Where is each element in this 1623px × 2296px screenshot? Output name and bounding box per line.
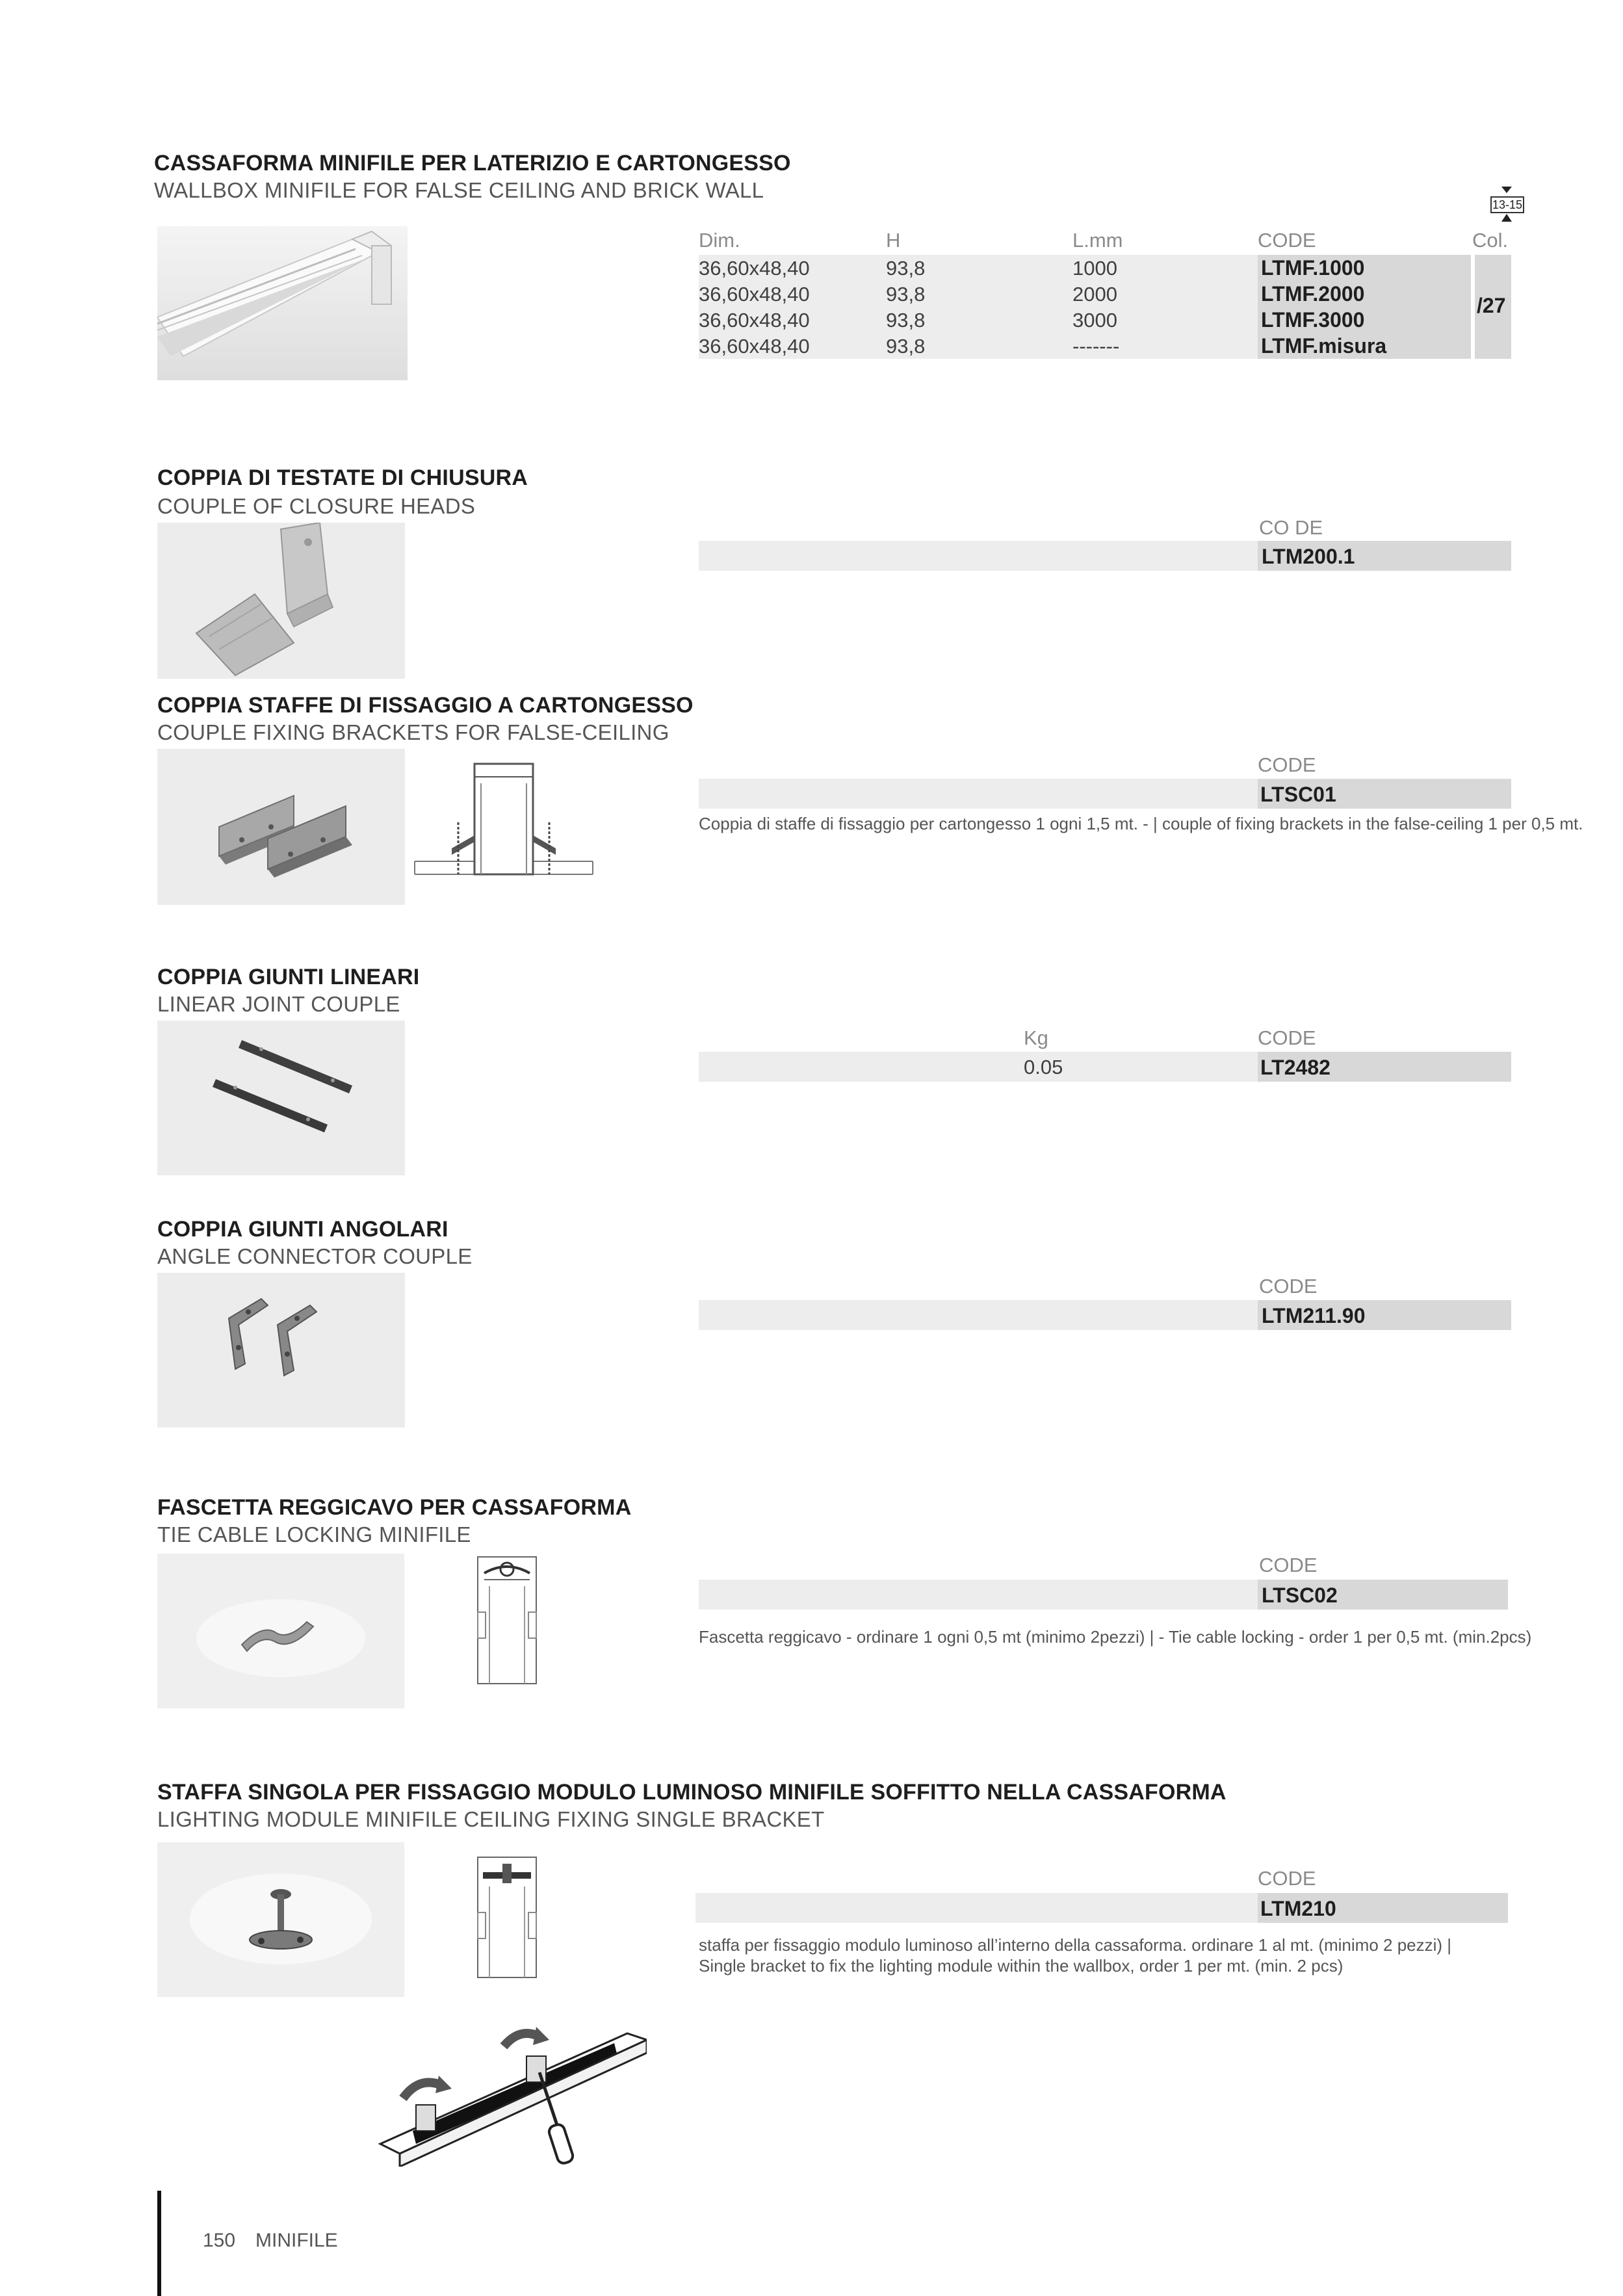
row-bg bbox=[695, 1893, 1258, 1923]
tie-cable-photo bbox=[157, 1554, 404, 1708]
color-range-badge: 13-15 bbox=[1490, 196, 1524, 213]
header-code: CODE bbox=[1258, 229, 1316, 252]
section1-title-en: WALLBOX MINIFILE FOR FALSE CEILING AND BRICK WALL bbox=[154, 178, 764, 202]
code-label: CO DE bbox=[1259, 516, 1323, 539]
wallbox-profile-photo bbox=[157, 226, 408, 380]
section4-title-it: COPPIA GIUNTI LINEARI bbox=[157, 965, 420, 989]
row-bg bbox=[699, 1052, 1258, 1082]
linear-joint-photo bbox=[157, 1021, 405, 1175]
bracket-section-drawing bbox=[413, 757, 595, 887]
single-bracket-section-drawing bbox=[471, 1854, 543, 1981]
section6-title-en: TIE CABLE LOCKING MINIFILE bbox=[157, 1522, 471, 1546]
row-lmm: 1000 bbox=[1072, 257, 1117, 280]
header-col: Col. bbox=[1472, 229, 1509, 252]
section2-title-en: COUPLE OF CLOSURE HEADS bbox=[157, 494, 476, 518]
row-code: LTMF.3000 bbox=[1261, 308, 1365, 332]
code-label: CODE bbox=[1259, 1275, 1318, 1298]
section7-title-en: LIGHTING MODULE MINIFILE CEILING FIXING SINGLE BRACKET bbox=[157, 1807, 825, 1831]
row-lmm: 3000 bbox=[1072, 309, 1117, 332]
product-code: LTSC02 bbox=[1262, 1584, 1338, 1607]
section5-title-en: ANGLE CONNECTOR COUPLE bbox=[157, 1244, 473, 1268]
section2-title-it: COPPIA DI TESTATE DI CHIUSURA bbox=[157, 465, 528, 490]
product-code: LTM200.1 bbox=[1262, 545, 1355, 568]
header-lmm: L.mm bbox=[1072, 229, 1123, 252]
code-label: CODE bbox=[1258, 1867, 1316, 1890]
header-h: H bbox=[886, 229, 901, 252]
section5-title-it: COPPIA GIUNTI ANGOLARI bbox=[157, 1217, 448, 1242]
product-note-2: Single bracket to fix the lighting module within the wallbox, order 1 per mt. (min. 2 pcs) bbox=[699, 1956, 1344, 1976]
row-lmm: ------- bbox=[1072, 335, 1120, 358]
row-dim: 36,60x48,40 bbox=[699, 257, 810, 280]
col-value: /27 bbox=[1477, 294, 1506, 317]
page-number: 150 bbox=[203, 2230, 236, 2251]
kg-label: Kg bbox=[1024, 1026, 1048, 1049]
product-code: LT2482 bbox=[1260, 1056, 1331, 1079]
section3-title-it: COPPIA STAFFE DI FISSAGGIO A CARTONGESSO bbox=[157, 693, 694, 718]
row-code: LTMF.1000 bbox=[1261, 256, 1365, 280]
section-name: MINIFILE bbox=[255, 2230, 338, 2251]
installation-diagram bbox=[374, 2007, 647, 2167]
row-bg bbox=[699, 541, 1258, 571]
footer-bar bbox=[157, 2191, 161, 2296]
header-dim: Dim. bbox=[699, 229, 740, 252]
row-h: 93,8 bbox=[886, 257, 926, 280]
row-dim: 36,60x48,40 bbox=[699, 335, 810, 358]
row-lmm: 2000 bbox=[1072, 283, 1117, 306]
row-dim: 36,60x48,40 bbox=[699, 309, 810, 332]
product-code: LTM211.90 bbox=[1262, 1304, 1366, 1327]
row-bg bbox=[699, 1580, 1258, 1610]
code-label: CODE bbox=[1259, 1554, 1318, 1576]
single-bracket-photo bbox=[157, 1842, 404, 1997]
row-code: LTMF.2000 bbox=[1261, 282, 1365, 306]
product-note: Coppia di staffe di fissaggio per cartongesso 1 ogni 1,5 mt. - | couple of fixing brackets in the false-ceiling 1 per 0,5 mt. bbox=[699, 814, 1583, 833]
row-h: 93,8 bbox=[886, 335, 926, 358]
row-bg bbox=[699, 779, 1258, 809]
color-badge bbox=[1488, 185, 1525, 224]
code-label: CODE bbox=[1258, 753, 1316, 776]
row-dim: 36,60x48,40 bbox=[699, 283, 810, 306]
tie-cable-section-drawing bbox=[471, 1554, 543, 1687]
row-code: LTMF.misura bbox=[1261, 334, 1387, 358]
section4-title-en: LINEAR JOINT COUPLE bbox=[157, 992, 400, 1016]
product-note-1: staffa per fissaggio modulo luminoso all’interno della cassaforma. ordinare 1 al mt. (minimo 2 pezzi) | bbox=[699, 1935, 1452, 1955]
fixing-brackets-photo bbox=[157, 749, 405, 905]
closure-heads-photo bbox=[157, 523, 405, 679]
section1-title-it: CASSAFORMA MINIFILE PER LATERIZIO E CARTONGESSO bbox=[154, 151, 791, 176]
section3-title-en: COUPLE FIXING BRACKETS FOR FALSE-CEILING bbox=[157, 720, 669, 744]
code-label: CODE bbox=[1258, 1026, 1316, 1049]
section6-title-it: FASCETTA REGGICAVO PER CASSAFORMA bbox=[157, 1495, 632, 1520]
row-bg bbox=[699, 1300, 1258, 1330]
row-h: 93,8 bbox=[886, 283, 926, 306]
product-code: LTM210 bbox=[1260, 1897, 1336, 1920]
product-note: Fascetta reggicavo - ordinare 1 ogni 0,5 mt (minimo 2pezzi) | - Tie cable locking - order 1 per 0,5 mt. (min.2pcs) bbox=[699, 1627, 1532, 1647]
angle-connector-photo bbox=[157, 1273, 405, 1428]
row-h: 93,8 bbox=[886, 309, 926, 332]
product-code: LTSC01 bbox=[1260, 783, 1336, 806]
section7-title-it: STAFFA SINGOLA PER FISSAGGIO MODULO LUMINOSO MINIFILE SOFFITTO NELLA CASSAFORMA bbox=[157, 1780, 1227, 1805]
kg-value: 0.05 bbox=[1024, 1056, 1063, 1078]
